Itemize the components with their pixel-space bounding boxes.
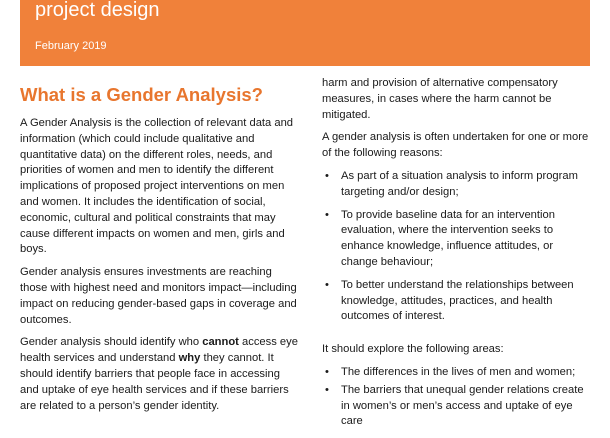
- bullet-icon: •: [325, 383, 329, 396]
- paragraph-harm: harm and provision of alternative compensatory measures, in cases where the harm cannot be mitigated.: [322, 77, 558, 121]
- list-item-text: The barriers that unequal gender relations create in women’s or men’s access and uptake of eye care: [341, 383, 584, 428]
- emphasis-why: why: [178, 352, 201, 365]
- list-item: [322, 383, 592, 430]
- emphasis-cannot: cannot: [202, 336, 239, 349]
- list-item: [322, 278, 592, 325]
- publication-date: February 2019: [35, 40, 107, 52]
- header-banner: [20, 0, 590, 66]
- text-span: access eye health services and understand: [20, 336, 298, 365]
- text-span: Gender analysis should identify who: [20, 336, 203, 349]
- bullet-icon: •: [325, 365, 329, 378]
- bullet-icon: •: [325, 278, 329, 291]
- reasons-list: [322, 169, 592, 325]
- bullet-icon: •: [325, 169, 329, 182]
- bullet-icon: •: [325, 208, 329, 221]
- paragraph-reasons-intro: A gender analysis is often undertaken for one or more of the following reasons:: [322, 131, 589, 160]
- left-column: [20, 76, 301, 421]
- list-item-text: To provide baseline data for an intervention evaluation, where the intervention seeks to enhance knowledge, influence attitudes, or change behaviour;: [341, 208, 555, 268]
- document-title: project design: [35, 0, 160, 21]
- paragraph-purpose: Gender analysis ensures investments are reaching those with highest need and monitors impact—including impact on reducing gender-based gaps in coverage and outcomes.: [20, 266, 297, 326]
- list-item: [322, 208, 592, 271]
- section-heading: What is a Gender Analysis?: [20, 84, 263, 105]
- paragraph-identify: [20, 335, 301, 414]
- list-item-text: As part of a situation analysis to inform program targeting and/or design;: [341, 169, 578, 198]
- list-item-text: The differences in the lives of men and women;: [341, 365, 576, 378]
- list-item: [322, 365, 592, 381]
- list-item: [322, 169, 592, 201]
- paragraph-definition: A Gender Analysis is the collection of relevant data and information (which could include qualitative and quantitative data) on the different roles, needs, and priorities of women and men to identify the different implications of proposed project interventions on men and women. It includes the identification of social, economic, cultural and political constraints that may cause different impacts on women and men, girls and boys.: [20, 117, 294, 256]
- list-item-text: To better understand the relationships between knowledge, attitudes, practices, and health outcomes of interest.: [341, 278, 574, 323]
- areas-list: [322, 365, 592, 430]
- text-span: they cannot. It should identify barriers that people face in accessing and uptake of eye health services and if these barriers are related to a person’s gender identity.: [20, 352, 289, 412]
- right-column: [322, 76, 592, 438]
- paragraph-areas-intro: It should explore the following areas:: [322, 343, 504, 356]
